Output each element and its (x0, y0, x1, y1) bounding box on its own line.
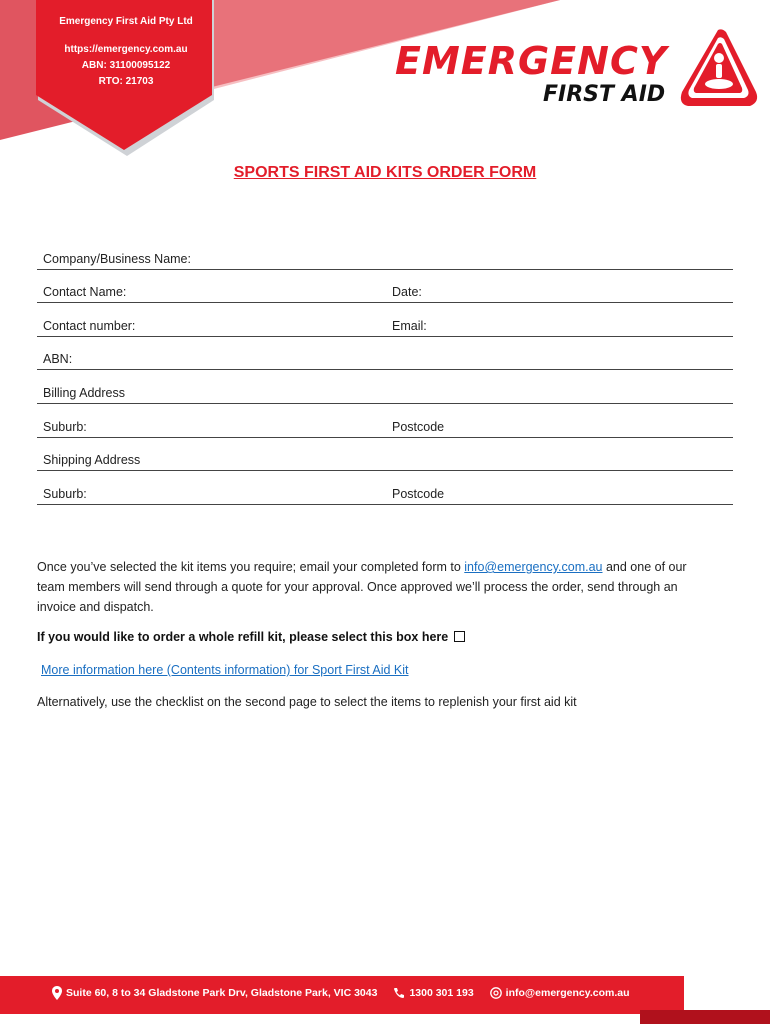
instructions-text-start: Once you’ve selected the kit items you require; email your completed form to (37, 560, 465, 574)
footer-contact (52, 986, 630, 1000)
billing-suburb-label: Suburb: (43, 419, 87, 434)
first-aid-person-icon (676, 26, 761, 118)
company-name-label: Company/Business Name: (43, 251, 191, 266)
company-name-field[interactable] (37, 236, 733, 270)
contact-name-field[interactable] (37, 270, 733, 304)
abn-label: ABN: (43, 352, 73, 367)
refill-kit-checkbox[interactable] (454, 631, 465, 642)
phone-icon (393, 987, 405, 999)
company-rto: RTO: 21703 (98, 76, 154, 87)
logo-word-first-aid: FIRST AID (543, 82, 666, 107)
company-abn: ABN: 31100095122 (81, 60, 171, 71)
footer-email[interactable]: info@emergency.com.au (505, 987, 630, 999)
shipping-suburb-field[interactable] (37, 471, 733, 505)
shipping-postcode-label: Postcode (392, 486, 445, 501)
order-form (37, 236, 733, 505)
billing-postcode-label: Postcode (392, 419, 445, 434)
location-pin-icon (52, 986, 62, 1000)
more-information-link[interactable]: More information here (Contents information) for Sport First Aid Kit (41, 663, 409, 677)
page-title: SPORTS FIRST AID KITS ORDER FORM (233, 164, 537, 181)
billing-suburb-field[interactable] (37, 404, 733, 438)
email-link[interactable]: info@emergency.com.au (464, 560, 603, 574)
footer-phone[interactable]: 1300 301 193 (409, 987, 474, 999)
instructions-text-end: and one of our team members will send through a quote for your approval. Once approved we’ll process the order, send through an invoice and dispatch. (37, 560, 687, 614)
shipping-address-label: Shipping Address (43, 453, 141, 468)
company-website[interactable]: https://emergency.com.au (64, 44, 188, 55)
date-label: Date: (392, 285, 422, 300)
refill-kit-option (37, 630, 465, 644)
abn-field[interactable] (37, 337, 733, 371)
billing-address-label: Billing Address (43, 385, 125, 400)
alternative-text: Alternatively, use the checklist on the second page to select the items to replenish your first aid kit (37, 695, 577, 709)
shipping-address-field[interactable] (37, 438, 733, 472)
company-name: Emergency First Aid Pty Ltd (59, 16, 193, 27)
billing-address-field[interactable] (37, 370, 733, 404)
contact-number-field[interactable] (37, 303, 733, 337)
company-badge (36, 0, 216, 118)
footer-accent (640, 1010, 770, 1024)
email-label: Email: (392, 318, 427, 333)
contact-number-label: Contact number: (43, 318, 136, 333)
email-icon (490, 987, 502, 999)
contact-name-label: Contact Name: (43, 285, 127, 300)
emergency-first-aid-logo (393, 26, 763, 121)
footer-address: Suite 60, 8 to 34 Gladstone Park Drv, Gladstone Park, VIC 3043 (66, 987, 378, 999)
refill-kit-text: If you would like to order a whole refill kit, please select this box here (37, 630, 449, 644)
logo-word-emergency: EMERGENCY (395, 39, 668, 83)
instructions-paragraph (37, 557, 687, 617)
shipping-suburb-label: Suburb: (43, 486, 87, 501)
